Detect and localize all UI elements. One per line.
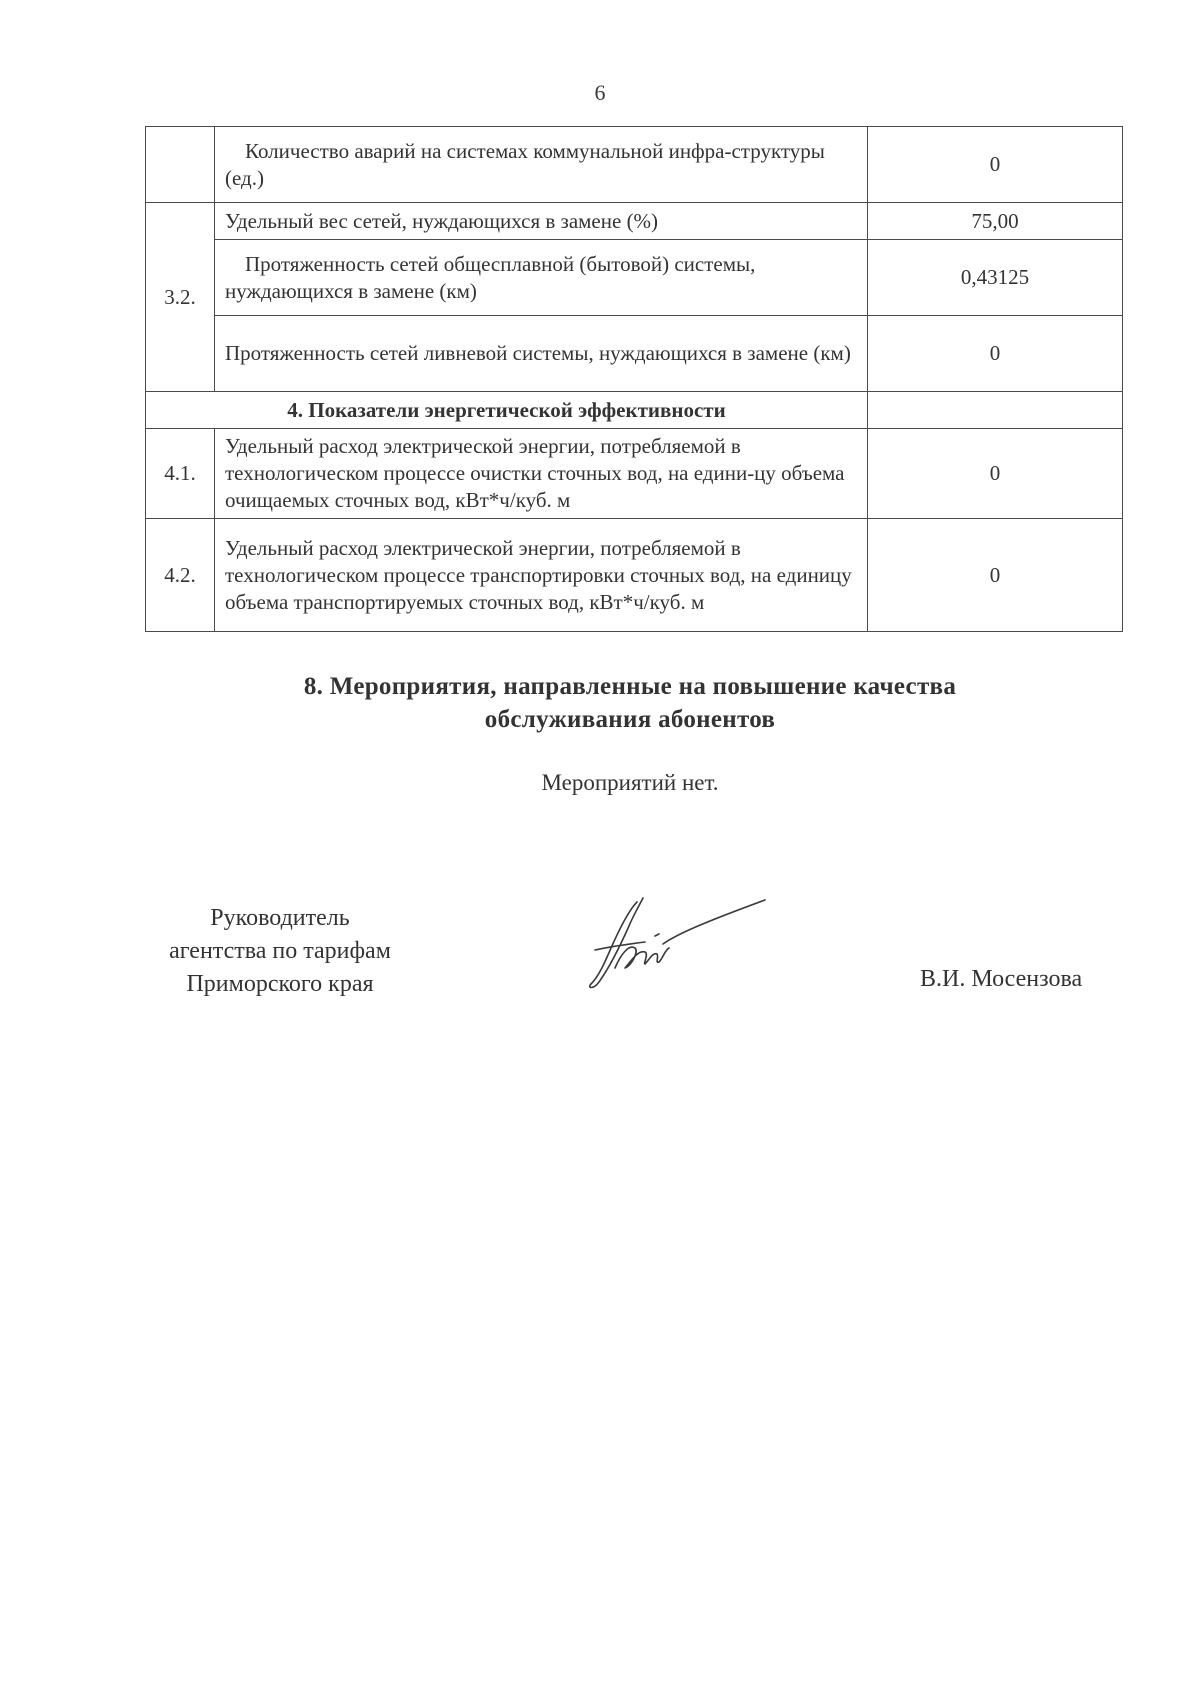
signer-position-line3: Приморского края	[186, 971, 374, 997]
table-row	[146, 316, 1123, 392]
table-row	[146, 203, 1123, 240]
table-row	[146, 127, 1123, 203]
row-value: 0	[868, 127, 1123, 203]
signer-name: В.И. Мосензова	[920, 966, 1083, 992]
row-description: Удельный расход электрической энергии, потребляемой в технологическом процессе транспортировки сточных вод, на единицу объема транспортируемых сточных вод, кВт*ч/куб. м	[215, 519, 868, 632]
row-description: Количество аварий на системах коммунальной инфра-структуры (ед.)	[215, 127, 868, 203]
row-description: Протяженность сетей общесплавной (бытовой) системы, нуждающихся в замене (км)	[215, 240, 868, 316]
row-value: 0	[868, 429, 1123, 519]
table-row	[146, 429, 1123, 519]
row-number: 4.1.	[146, 429, 215, 519]
signer-position-line2: агентства по тарифам	[169, 938, 391, 964]
row-value: 0	[868, 316, 1123, 392]
row-number	[146, 127, 215, 203]
row-number: 4.2.	[146, 519, 215, 632]
signer-position	[140, 902, 420, 1001]
indicators-table	[145, 126, 1123, 632]
handwritten-signature	[585, 888, 770, 998]
page-number: 6	[594, 80, 606, 105]
section-8-heading	[0, 670, 1200, 736]
section-4-title: 4. Показатели энергетической эффективности	[146, 392, 868, 429]
signer-position-line1: Руководитель	[210, 905, 350, 931]
row-description: Протяженность сетей ливневой системы, нуждающихся в замене (км)	[215, 316, 868, 392]
row-description: Удельный вес сетей, нуждающихся в замене (%)	[215, 203, 868, 240]
row-value: 0,43125	[868, 240, 1123, 316]
section-8-text: Мероприятий нет.	[541, 770, 719, 795]
row-value	[868, 392, 1123, 429]
table-row	[146, 240, 1123, 316]
table-row	[146, 519, 1123, 632]
row-number: 3.2.	[146, 203, 215, 392]
row-value: 0	[868, 519, 1123, 632]
section-row	[146, 392, 1123, 429]
row-description: Удельный расход электрической энергии, потребляемой в технологическом процессе очистки сточных вод, на едини-цу объема очищаемых сточных вод, кВт*ч/куб. м	[215, 429, 868, 519]
row-value: 75,00	[868, 203, 1123, 240]
section-8-title-line1: 8. Мероприятия, направленные на повышение качества	[303, 673, 957, 700]
section-8-title-line2: обслуживания абонентов	[484, 706, 776, 733]
